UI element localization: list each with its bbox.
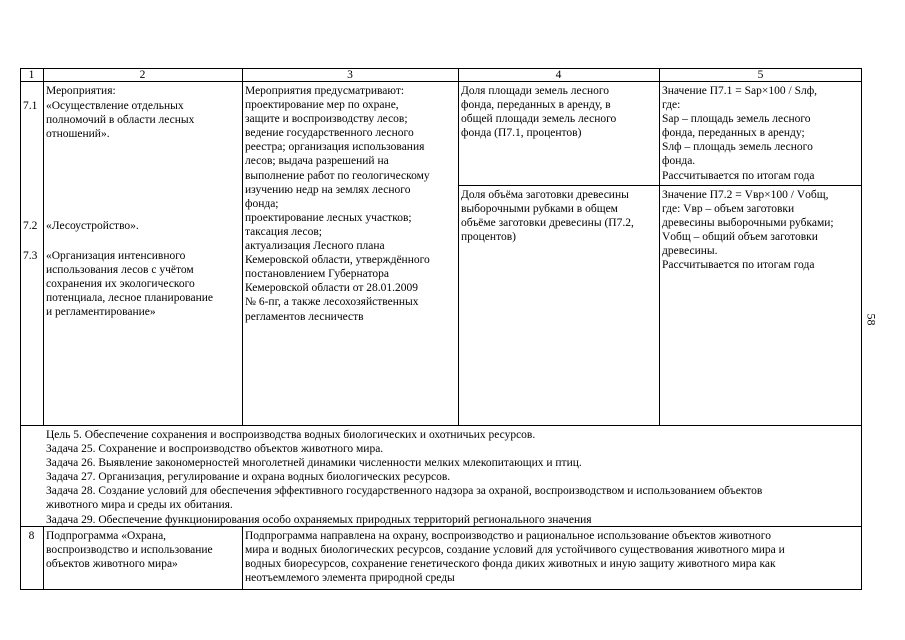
formula-7-1: Значение П7.1 = Sар×100 / Sлф, где: Sар – площадь земель лесного фонда, переданных в аренду; Sлф – площадь земель лесного фонда. Рассчитывается по итогам года [662, 85, 818, 182]
table-bottom-border [20, 589, 862, 590]
task-29: Задача 29. Обеспечение функционирования особо охраняемых природных территорий регионального значения [46, 513, 592, 526]
measures-description: Мероприятия предусматривают: проектирование мер по охране, защите и воспроизводству лесов; ведение государственного лесного реестра; организация использования лесов; выдача разрешений на выполнение работ по геологическому изучению недр на землях лесного фонда; проектирование лесных участков; таксация лесов; актуализация Лесного плана Кемеровской области, утверждённого постановлением Губернатора Кемеровской области от 28.01.2009 № 6-пг, а также лесохозяйственных регламентов лесничеств [245, 85, 430, 323]
block1-bottom-border [20, 425, 862, 426]
left-border [20, 68, 21, 589]
measure-7-3: «Организация интенсивного использования лесов с учётом сохранения их экологического потенциала, лесное планирование и регламентирование» [46, 250, 214, 319]
subprogram-name: Подпрограмма «Охрана, воспроизводство и использование объектов животного мира» [46, 530, 213, 571]
indicator-7-2: Доля объёма заготовки древесины выборочными рубками в общем объёме заготовки древесины (П7.2, процентов) [461, 189, 634, 244]
header-col-1: 1 [28, 69, 35, 81]
task-27: Задача 27. Организация, регулирование и охрана водных биологических ресурсов. [46, 471, 451, 484]
measure-7-1: «Осуществление отдельных полномочий в области лесных отношений». [46, 100, 195, 141]
indicator-7-1: Доля площади земель лесного фонда, переданных в аренду, в общей площади земель лесного фонда (П7.1, процентов) [461, 85, 617, 140]
task-26: Задача 26. Выявление закономерностей многолетней динамики численности мелких млекопитающих и птиц. [46, 457, 582, 470]
col-divider-3 [458, 68, 459, 425]
task-25: Задача 25. Сохранение и воспроизводство объектов животного мира. [46, 443, 384, 456]
col-divider-1 [43, 68, 44, 425]
header-col-2: 2 [139, 69, 146, 81]
measures-heading: Мероприятия: [46, 85, 116, 97]
goal-5: Цель 5. Обеспечение сохранения и воспроизводства водных биологических и охотничьих ресурсов. [46, 429, 536, 441]
col-divider-4 [659, 68, 660, 425]
col-divider-1b [43, 526, 44, 589]
item-number-7-1: 7.1 [23, 100, 38, 112]
page-number: 58 [864, 313, 879, 326]
header-col-3: 3 [347, 69, 353, 81]
right-border [861, 68, 862, 589]
col-divider-2b [242, 526, 243, 589]
subprogram-description: Подпрограмма направлена на охрану, воспроизводство и рациональное использование объектов животного мира и водных биологических ресурсов, создание условий для устойчивого существования животного мира и водных биоресурсов, сохранение генетического фонда диких животных и иную защиту животного мира как неотъемлемого элемента природной среды [245, 530, 785, 585]
item-number-7-2: 7.2 [23, 220, 38, 232]
formula-7-2: Значение П7.2 = Vвр×100 / Vобщ, где: Vвр – объем заготовки древесины выборочными рубками; Vобщ – общий объем заготовки древесины. Рассчитывается по итогам года [662, 189, 834, 272]
task-28: Задача 28. Создание условий для обеспечения эффективного государственного надзора за охраной, воспроизводством и использованием объектов животного мира и среды их обитания. [46, 485, 763, 512]
col-divider-2 [242, 68, 243, 425]
header-col-4: 4 [555, 69, 562, 81]
item-number-7-3: 7.3 [23, 250, 38, 262]
col45-split-border [458, 185, 862, 186]
goals-block [46, 428, 860, 527]
measure-7-2: «Лесоустройство». [46, 220, 139, 232]
row-number-8: 8 [28, 530, 35, 542]
header-col-5: 5 [757, 69, 764, 81]
